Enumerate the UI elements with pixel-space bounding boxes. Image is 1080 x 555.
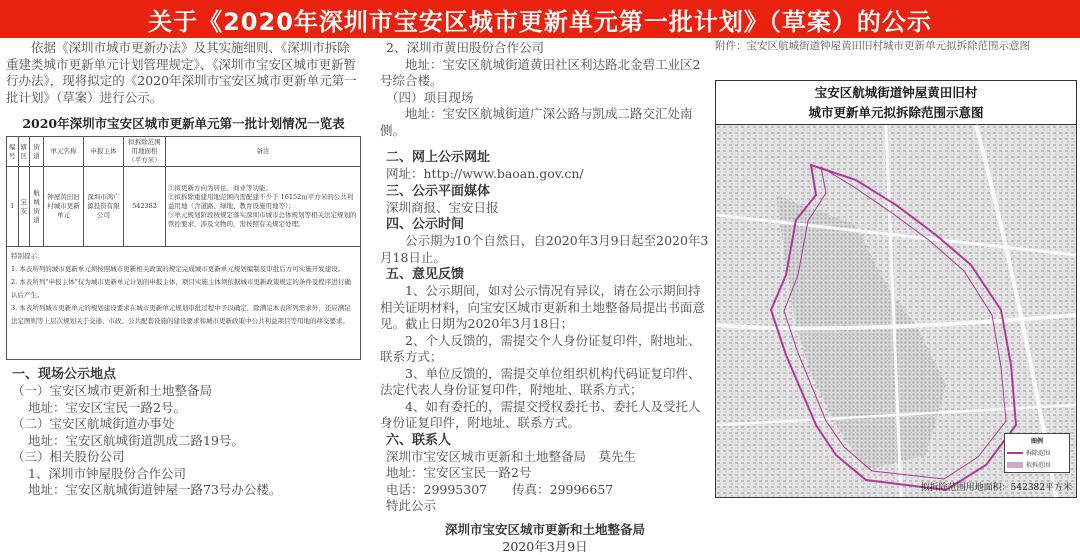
cell-applicant: 深圳市鸿广源投资有限公司: [84, 167, 124, 247]
map-title-line-1: 宝安区航城街道钟屋黄田旧村: [814, 85, 978, 100]
media-text: 深圳商报、宝安日报: [386, 199, 499, 215]
cell-area: 542382: [124, 167, 166, 247]
table-title: 2020年深圳市宝安区城市更新单元第一批计划情况一览表: [22, 116, 345, 131]
cell-street: 航城街道: [30, 167, 44, 247]
map-title: [716, 81, 1076, 125]
contact-line: 地址：宝安区宝民一路2号: [386, 465, 532, 480]
header-area: 拟拆除范围用地面积（平方米）: [124, 137, 166, 167]
note-line: ①拟更新方向为居住、商业等功能；: [168, 184, 272, 192]
map-caption: 附件：宝安区航城街道钟屋黄田旧村城市更新单元拟拆除范围示意图: [715, 40, 1030, 52]
right-column: [715, 40, 1077, 498]
legend-item: [1007, 448, 1067, 457]
section-5-title: 五、意见反馈: [386, 267, 465, 282]
company-1-name: 1、深圳市钟屋股份合作公司: [28, 465, 186, 481]
header-no: 编号: [7, 137, 19, 167]
legend-item: [1007, 460, 1067, 469]
feedback-item: 3、单位反馈的，需提交单位组织机构代码证复印件、法定代表人身份证复印件，附地址、联系方式；: [380, 365, 701, 397]
section-2-title: 二、网上公示网址: [386, 150, 491, 165]
site-1-label: （一）宝安区城市更新和土地整备局: [12, 383, 213, 398]
page-banner-title: 关于《2020年深圳市宝安区城市更新单元第一批计划》（草案）的公示: [0, 0, 1080, 38]
section-1-title: 一、现场公示地点: [12, 367, 117, 382]
header-notes: 备注: [166, 137, 361, 167]
section-4-title: 四、公示时间: [386, 217, 465, 232]
left-column: [6, 40, 361, 499]
feedback-item: 1、公示期间，如对公示情况有异议，请在公示期间持相关证明材料，向宝安区城市更新和土地整备局提出书面意见。截止日期为2020年3月18日；: [380, 283, 706, 331]
table-row: [7, 167, 361, 247]
table-header-row: [7, 137, 361, 167]
site-4-address: 地址：宝安区航城街道广深公路与凯成二路交汇处南侧。: [380, 106, 693, 138]
section-3-title: 三、公示平面媒体: [386, 183, 491, 199]
middle-column: [380, 40, 710, 555]
cell-district: 宝安: [18, 167, 30, 247]
special-note: 3. 本表所列城市更新单元的规划建设要求在城市更新单元规划审批过程中予以确定，除满足本表所列需求外，还应满足法定图则等上层次规划关于交通、市政、公共配套设施的建设要求和城市更新政策中公共利益项目等用地的移交要求。: [11, 304, 351, 325]
site-2-label: （二）宝安区航城街道办事处: [12, 416, 175, 431]
site-3-label: （三）相关股份公司: [12, 449, 125, 464]
company-2-name: 2、深圳市黄田股份合作公司: [386, 40, 544, 55]
contact-line: 深圳市宝安区城市更新和土地整备局 莫先生: [386, 448, 637, 464]
special-notes: [6, 247, 361, 360]
legend-label: 拟拆范围: [1026, 462, 1051, 469]
signature: 深圳市宝安区城市更新和土地整备局: [444, 521, 645, 537]
map-footnote: 拟拆除范围用地面积：542382平方米: [920, 483, 1072, 493]
cell-unit-name: 钟屋黄田旧村城市更新单元: [44, 167, 84, 247]
contact-line: 电话：29995307 传真：29996657: [386, 481, 614, 497]
plan-table: [6, 136, 361, 247]
legend-fill-swatch: [1007, 462, 1023, 468]
contact-line: 特此公示: [386, 498, 437, 513]
website-link[interactable]: 网址：http://www.baoan.gov.cn/: [386, 166, 584, 181]
header-unit-name: 单元名称: [44, 137, 84, 167]
note-line: ②拟拆除重建用地范围内需配建不少于 16152㎡平方米的公共利益用地（含道路、绿地、教育设施用地等）；: [168, 193, 354, 210]
map-legend: [1004, 433, 1070, 473]
site-4-label: （四）项目现场: [386, 89, 474, 105]
legend-line-swatch: [1007, 452, 1023, 454]
feedback-item: 4、如有委托的，需提交授权委托书、委托人及受托人身份证复印件，附地址、联系方式。: [380, 398, 701, 430]
header-district: 辖区: [18, 137, 30, 167]
header-applicant: 申报主体: [84, 137, 124, 167]
site-1-address: 地址：宝安区宝民一路2号。: [28, 399, 186, 415]
special-note: 2. 本表所列“申报主体”仅为城市更新单元计划的申报主体，项目实施主体须依据城市更新政策规定的条件及程序进行确认后产生。: [11, 278, 351, 299]
map-frame: [715, 80, 1077, 498]
feedback-item: 2、个人反馈的，需提交个人身份证复印件，附地址、联系方式；: [380, 332, 701, 364]
cell-no: 1: [7, 167, 19, 247]
signature-date: 2020年3月9日: [502, 538, 588, 554]
signature-block: [380, 521, 710, 555]
company-1-address: 地址：宝安区航城街道钟屋一路73号办公楼。: [28, 482, 282, 497]
legend-label: 拆除范围: [1026, 450, 1051, 457]
map-title-line-2: 城市更新单元拟拆除范围示意图: [808, 105, 984, 120]
header-street: 街道: [30, 137, 44, 167]
legend-title: 图例: [1030, 438, 1043, 445]
intro-paragraph: 依据《深圳市城市更新办法》及其实施细则、《深圳市拆除重建类城市更新单元计划管理规定》、《深圳市宝安区城市更新暂行办法》，现将拟定的《2020年深圳市宝安区城市更新单元第一批计划》（草案）进行公示。: [6, 40, 357, 105]
note-line: ③单元规划阶段按规定落实深圳市城市总体规划等相关法定规划的管控要求，涉及文物的，需按照有关规定处理。: [168, 211, 357, 228]
section-6-title: 六、联系人: [386, 432, 452, 448]
special-note: 1. 本表所列的城市更新单元须按照城市更新相关政策的规定完成城市更新单元规划编制及审批后方可实施开发建设。: [11, 265, 345, 273]
section-1: [6, 366, 361, 499]
company-2-address: 地址：宝安区航城街道黄田社区利达路北金碧工业区2号综合楼。: [380, 56, 701, 88]
cell-notes: [166, 167, 361, 247]
site-2-address: 地址：宝安区航城街道凯成二路19号。: [28, 432, 244, 448]
period-text: 公示期为10个自然日，自2020年3月9日起至2020年3月18日止。: [380, 233, 709, 265]
special-notes-title: 特别提示：: [11, 252, 44, 260]
